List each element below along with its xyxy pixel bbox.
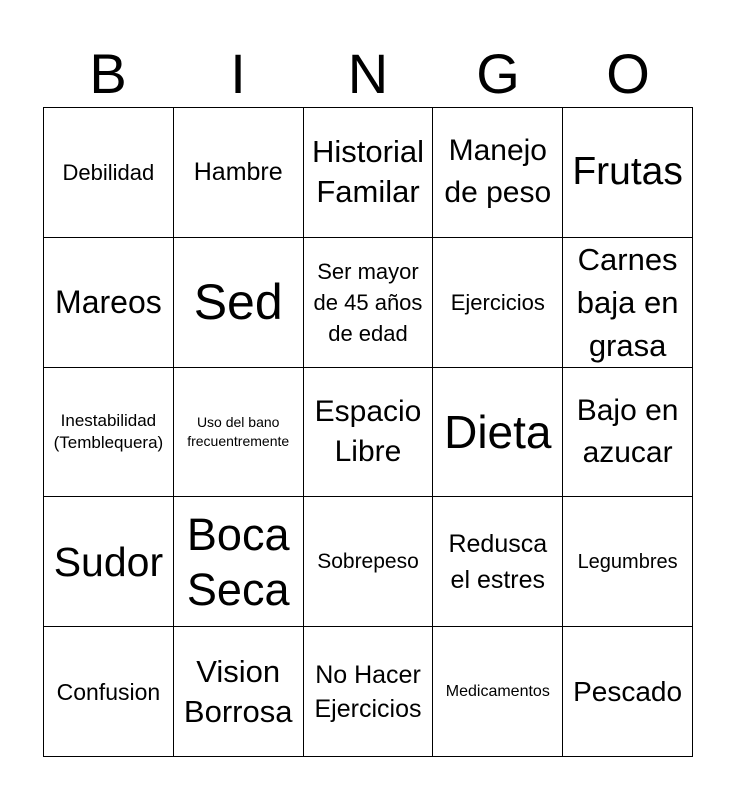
bingo-cell[interactable] bbox=[433, 368, 563, 498]
bingo-cell[interactable] bbox=[304, 238, 434, 368]
bingo-cell[interactable] bbox=[174, 238, 304, 368]
bingo-cell[interactable] bbox=[563, 497, 693, 627]
cell-text: Debilidad bbox=[62, 159, 155, 185]
bingo-cell[interactable] bbox=[174, 627, 304, 757]
cell-text: Legumbres bbox=[577, 550, 678, 573]
bingo-cell[interactable] bbox=[174, 108, 304, 238]
cell-text: Ser mayor de 45 años de edad bbox=[313, 258, 423, 346]
bingo-cell[interactable] bbox=[44, 627, 174, 757]
bingo-header bbox=[43, 42, 693, 106]
header-letter-i: I bbox=[230, 42, 246, 105]
header-letter-b: B bbox=[89, 42, 127, 105]
header-letter-g: G bbox=[476, 42, 520, 105]
bingo-cell[interactable] bbox=[433, 497, 563, 627]
cell-text: Manejo de peso bbox=[444, 134, 552, 210]
bingo-cell[interactable] bbox=[563, 627, 693, 757]
bingo-cell[interactable] bbox=[433, 108, 563, 238]
cell-text: Ejercicios bbox=[450, 289, 545, 315]
header-letter-n: N bbox=[347, 42, 389, 105]
bingo-cell[interactable] bbox=[433, 238, 563, 368]
bingo-cell[interactable] bbox=[174, 497, 304, 627]
cell-text: Frutas bbox=[572, 150, 683, 194]
cell-text: Redusca el estres bbox=[448, 529, 548, 594]
cell-text: Espacio Libre bbox=[314, 394, 422, 468]
bingo-card-grid bbox=[43, 107, 693, 757]
cell-text: No Hacer Ejercicios bbox=[314, 660, 422, 723]
cell-text: Medicamentos bbox=[445, 682, 550, 700]
cell-text: Sobrepeso bbox=[317, 549, 419, 573]
bingo-cell[interactable] bbox=[304, 108, 434, 238]
bingo-cell[interactable] bbox=[174, 368, 304, 498]
bingo-cell[interactable] bbox=[44, 238, 174, 368]
header-letter-o: O bbox=[606, 42, 650, 105]
bingo-cell[interactable] bbox=[304, 627, 434, 757]
cell-text: Carnes baja en grasa bbox=[576, 241, 679, 363]
cell-text: Confusion bbox=[56, 678, 161, 705]
bingo-cell[interactable] bbox=[563, 238, 693, 368]
cell-text: Mareos bbox=[55, 284, 162, 321]
bingo-cell[interactable] bbox=[433, 627, 563, 757]
cell-text: Bajo en azucar bbox=[576, 393, 679, 469]
cell-text: Hambre bbox=[193, 158, 283, 187]
cell-text: Sudor bbox=[53, 538, 164, 585]
cell-text: Dieta bbox=[444, 405, 552, 458]
cell-text: Boca Seca bbox=[186, 508, 290, 615]
bingo-cell[interactable] bbox=[563, 108, 693, 238]
cell-text: Historial Familar bbox=[312, 134, 424, 210]
cell-text: Sed bbox=[193, 274, 283, 331]
bingo-cell[interactable] bbox=[44, 108, 174, 238]
cell-text: Vision Borrosa bbox=[183, 653, 293, 729]
cell-text: Uso del bano frecuentremente bbox=[187, 413, 290, 449]
bingo-cell[interactable] bbox=[304, 497, 434, 627]
cell-text: Inestabilidad (Temblequera) bbox=[53, 410, 164, 452]
bingo-cell[interactable] bbox=[44, 368, 174, 498]
cell-text: Pescado bbox=[573, 675, 683, 707]
bingo-cell[interactable] bbox=[304, 368, 434, 498]
bingo-cell[interactable] bbox=[44, 497, 174, 627]
bingo-cell[interactable] bbox=[563, 368, 693, 498]
